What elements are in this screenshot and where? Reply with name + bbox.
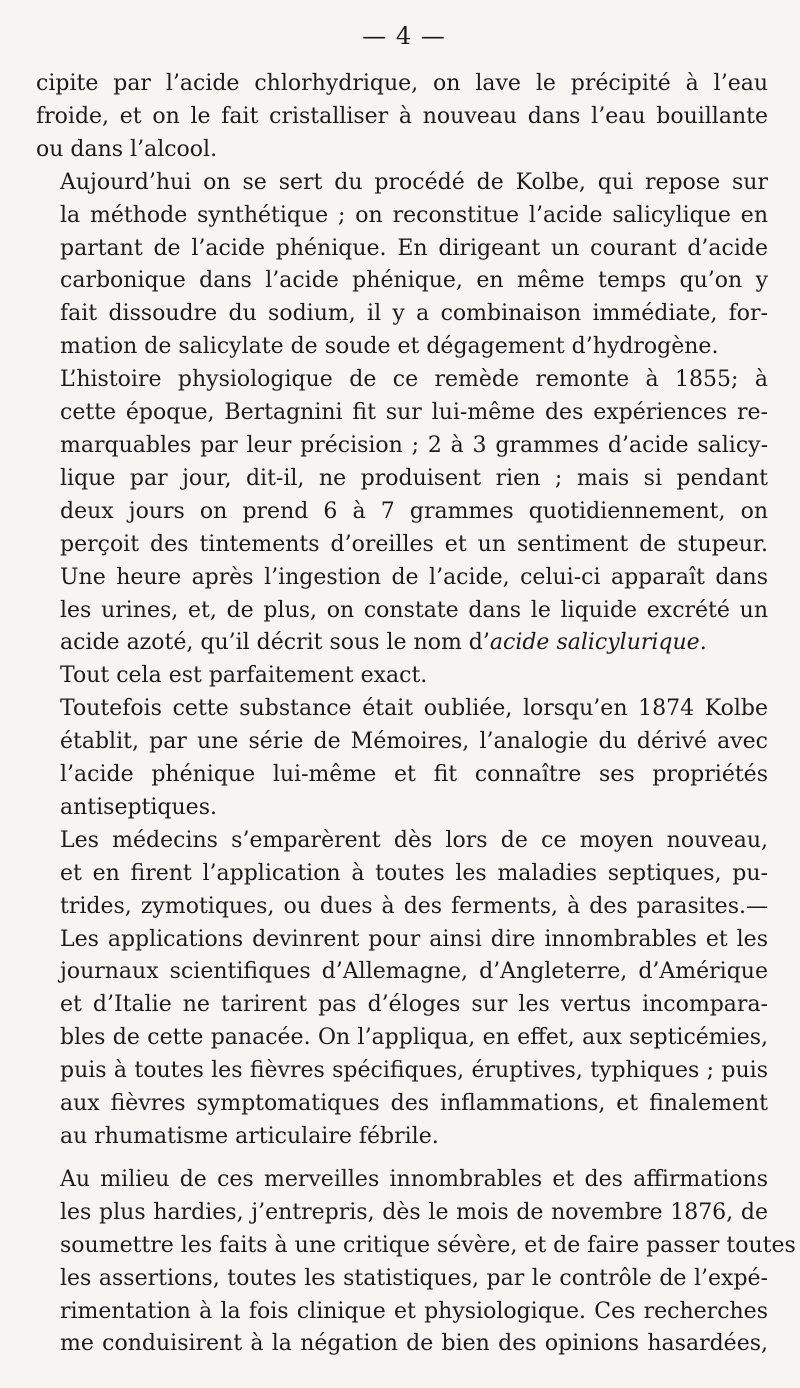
text-line: les assertions, toutes les statistiques, par le contrôle de l’expé-	[60, 1265, 768, 1291]
text-line: lique par jour, dit-il, ne produisent rien ; mais si pendant	[60, 465, 768, 491]
text-line: rimentation à la fois clinique et physiologique. Ces recherches	[60, 1298, 768, 1324]
text-line: marquables par leur précision ; 2 à 3 grammes d’acide salicy-	[60, 432, 768, 458]
text-line: et en firent l’application à toutes les maladies septiques, pu-	[60, 860, 768, 886]
text-line	[36, 627, 768, 660]
text-line: L’histoire physiologique de ce remède remonte à 1855; à	[60, 367, 768, 393]
text-line: antiseptiques.	[60, 794, 217, 820]
text-line: établit, par une série de Mémoires, l’analogie du dérivé avec	[60, 729, 768, 755]
paragraph-2	[36, 167, 768, 364]
text-line: me conduisirent à la négation de bien des opinions hasardées,	[60, 1331, 768, 1357]
italic-term: acide salicylurique	[489, 630, 700, 656]
text-line: carbonique dans l’acide phénique, en même temps qu’on y	[60, 268, 768, 294]
paragraph-4	[36, 660, 768, 693]
text-segment: .	[699, 630, 707, 656]
text-line: et d’Italie ne tarirent pas d’éloges sur les vertus incompara-	[60, 992, 768, 1018]
text-line: l’acide phénique lui-même et fit connaître ses propriétés	[60, 762, 768, 788]
text-line: Les applications devinrent pour ainsi dire innombrables et les	[60, 926, 768, 952]
paragraph-1	[36, 68, 768, 167]
text-line: ou dans l’alcool.	[36, 136, 218, 162]
text-line: fait dissoudre du sodium, il y a combinaison immédiate, for-	[60, 301, 768, 327]
paragraph-5	[36, 693, 768, 825]
body-text	[36, 68, 796, 1361]
paragraph-3	[36, 364, 768, 660]
text-line: bles de cette panacée. On l’appliqua, en effet, aux septicémies,	[60, 1025, 768, 1051]
text-line: puis à toutes les fièvres spécifiques, éruptives, typhiques ; puis	[60, 1058, 768, 1084]
text-line: mation de salicylate de soude et dégagement d’hydrogène.	[60, 334, 719, 360]
text-line: la méthode synthétique ; on reconstitue l’acide salicylique en	[60, 202, 768, 228]
text-line: froide, et on le fait cristalliser à nouveau dans l’eau bouillante	[36, 103, 768, 129]
paragraph-6	[36, 825, 768, 1154]
text-line: trides, zymotiques, ou dues à des ferments, à des parasites.—	[60, 893, 768, 919]
text-line: Aujourd’hui on se sert du procédé de Kolbe, qui repose sur	[60, 169, 768, 195]
text-line: les plus hardies, j’entrepris, dès le mois de novembre 1876, de	[60, 1199, 768, 1225]
paragraph-7	[36, 1164, 796, 1361]
text-line: soumettre les faits à une critique sévère, et de faire passer toutes	[60, 1232, 796, 1258]
text-line: au rhumatisme articulaire fébrile.	[60, 1124, 439, 1149]
text-line: Une heure après l’ingestion de l’acide, celui-ci apparaît dans	[60, 564, 768, 590]
text-line: partant de l’acide phénique. En dirigeant un courant d’acide	[60, 235, 768, 261]
text-line: Au milieu de ces merveilles innombrables et des affirmations	[60, 1166, 768, 1192]
page-number: — 4 —	[362, 22, 446, 50]
text-line: les urines, et, de plus, on constate dans le liquide excrété un	[60, 597, 768, 623]
text-line: cette époque, Bertagnini fit sur lui-même des expériences re-	[60, 400, 768, 426]
text-line: deux jours on prend 6 à 7 grammes quotidiennement, on	[60, 498, 768, 524]
text-segment: acide azoté, qu’il décrit sous le nom d’	[60, 630, 490, 656]
text-line: Toutefois cette substance était oubliée, lorsqu’en 1874 Kolbe	[60, 696, 768, 722]
text-line: aux fièvres symptomatiques des inflammations, et finalement	[60, 1091, 768, 1117]
text-line: journaux scientifiques d’Allemagne, d’Angleterre, d’Amérique	[60, 959, 768, 985]
text-line: perçoit des tintements d’oreilles et un sentiment de stupeur.	[60, 531, 768, 557]
text-line: Les médecins s’emparèrent dès lors de ce moyen nouveau,	[60, 827, 768, 853]
text-line: Tout cela est parfaitement exact.	[60, 663, 428, 689]
text-line: cipite par l’acide chlorhydrique, on lave le précipité à l’eau	[36, 71, 768, 96]
